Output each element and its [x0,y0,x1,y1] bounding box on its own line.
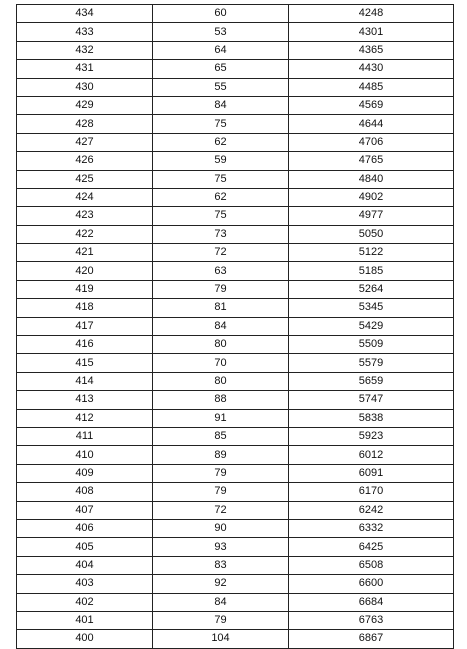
count-cell: 73 [153,225,289,243]
table-row [17,5,454,23]
score-cell: 402 [17,593,153,611]
cumulative-cell: 5923 [289,427,454,445]
table-row [17,593,454,611]
table-row [17,391,454,409]
count-cell: 84 [153,593,289,611]
table-row [17,317,454,335]
count-cell: 60 [153,5,289,23]
table-row [17,446,454,464]
score-cell: 421 [17,244,153,262]
score-cell: 418 [17,299,153,317]
score-cell: 405 [17,538,153,556]
count-cell: 59 [153,152,289,170]
table-row [17,115,454,133]
table-row [17,133,454,151]
score-cell: 401 [17,611,153,629]
count-cell: 80 [153,336,289,354]
count-cell: 93 [153,538,289,556]
score-cell: 410 [17,446,153,464]
count-cell: 85 [153,427,289,445]
count-cell: 53 [153,23,289,41]
score-cell: 434 [17,5,153,23]
cumulative-cell: 6012 [289,446,454,464]
score-cell: 417 [17,317,153,335]
score-cell: 433 [17,23,153,41]
score-cell: 429 [17,96,153,114]
score-cell: 419 [17,280,153,298]
count-cell: 75 [153,115,289,133]
count-cell: 89 [153,446,289,464]
count-cell: 88 [153,391,289,409]
cumulative-cell: 6170 [289,483,454,501]
table-row [17,336,454,354]
score-cell: 407 [17,501,153,519]
cumulative-cell: 4644 [289,115,454,133]
cumulative-cell: 4569 [289,96,454,114]
count-cell: 104 [153,630,289,648]
count-cell: 72 [153,501,289,519]
count-cell: 79 [153,611,289,629]
cumulative-cell: 5747 [289,391,454,409]
cumulative-cell: 6242 [289,501,454,519]
table-row [17,41,454,59]
score-cell: 423 [17,207,153,225]
count-cell: 83 [153,556,289,574]
cumulative-cell: 4301 [289,23,454,41]
count-cell: 79 [153,483,289,501]
score-cell: 425 [17,170,153,188]
cumulative-cell: 5050 [289,225,454,243]
cumulative-cell: 6763 [289,611,454,629]
count-cell: 84 [153,317,289,335]
count-cell: 65 [153,60,289,78]
table-row [17,280,454,298]
score-cell: 406 [17,519,153,537]
score-cell: 409 [17,464,153,482]
score-cell: 426 [17,152,153,170]
count-cell: 75 [153,170,289,188]
table-row [17,427,454,445]
cumulative-cell: 5509 [289,336,454,354]
count-cell: 92 [153,575,289,593]
cumulative-cell: 6508 [289,556,454,574]
score-cell: 420 [17,262,153,280]
count-cell: 63 [153,262,289,280]
table-row [17,225,454,243]
table-row [17,244,454,262]
score-cell: 432 [17,41,153,59]
cumulative-cell: 5122 [289,244,454,262]
score-cell: 404 [17,556,153,574]
cumulative-cell: 4706 [289,133,454,151]
score-cell: 430 [17,78,153,96]
cumulative-cell: 4365 [289,41,454,59]
cumulative-cell: 5345 [289,299,454,317]
score-cell: 428 [17,115,153,133]
score-cell: 403 [17,575,153,593]
score-cell: 422 [17,225,153,243]
count-cell: 72 [153,244,289,262]
cumulative-cell: 6425 [289,538,454,556]
table-row [17,575,454,593]
cumulative-cell: 6684 [289,593,454,611]
cumulative-cell: 6091 [289,464,454,482]
count-cell: 91 [153,409,289,427]
cumulative-cell: 4977 [289,207,454,225]
score-cell: 431 [17,60,153,78]
cumulative-cell: 4430 [289,60,454,78]
cumulative-cell: 4902 [289,188,454,206]
table-row [17,60,454,78]
cumulative-cell: 5659 [289,372,454,390]
cumulative-cell: 4248 [289,5,454,23]
table-row [17,170,454,188]
count-cell: 75 [153,207,289,225]
score-cell: 400 [17,630,153,648]
count-cell: 79 [153,280,289,298]
score-distribution-table [16,4,454,649]
table-row [17,501,454,519]
count-cell: 90 [153,519,289,537]
count-cell: 55 [153,78,289,96]
score-cell: 427 [17,133,153,151]
count-cell: 62 [153,133,289,151]
cumulative-cell: 5838 [289,409,454,427]
count-cell: 81 [153,299,289,317]
cumulative-cell: 6332 [289,519,454,537]
table-row [17,409,454,427]
table-row [17,262,454,280]
table-row [17,464,454,482]
cumulative-cell: 5429 [289,317,454,335]
cumulative-cell: 5264 [289,280,454,298]
cumulative-cell: 6600 [289,575,454,593]
score-cell: 424 [17,188,153,206]
table-row [17,23,454,41]
cumulative-cell: 5579 [289,354,454,372]
table-row [17,538,454,556]
score-cell: 416 [17,336,153,354]
table-row [17,188,454,206]
table-row [17,483,454,501]
table-row [17,611,454,629]
cumulative-cell: 4765 [289,152,454,170]
score-cell: 414 [17,372,153,390]
cumulative-cell: 4840 [289,170,454,188]
count-cell: 79 [153,464,289,482]
table-row [17,372,454,390]
count-cell: 62 [153,188,289,206]
count-cell: 64 [153,41,289,59]
table-row [17,556,454,574]
score-cell: 412 [17,409,153,427]
table-body [17,5,454,649]
cumulative-cell: 4485 [289,78,454,96]
table-row [17,152,454,170]
table-row [17,519,454,537]
score-cell: 411 [17,427,153,445]
cumulative-cell: 6867 [289,630,454,648]
count-cell: 70 [153,354,289,372]
table-row [17,207,454,225]
score-cell: 413 [17,391,153,409]
cumulative-cell: 5185 [289,262,454,280]
table-row [17,354,454,372]
score-cell: 415 [17,354,153,372]
table-row [17,78,454,96]
count-cell: 80 [153,372,289,390]
score-cell: 408 [17,483,153,501]
table-row [17,96,454,114]
table-row [17,299,454,317]
count-cell: 84 [153,96,289,114]
